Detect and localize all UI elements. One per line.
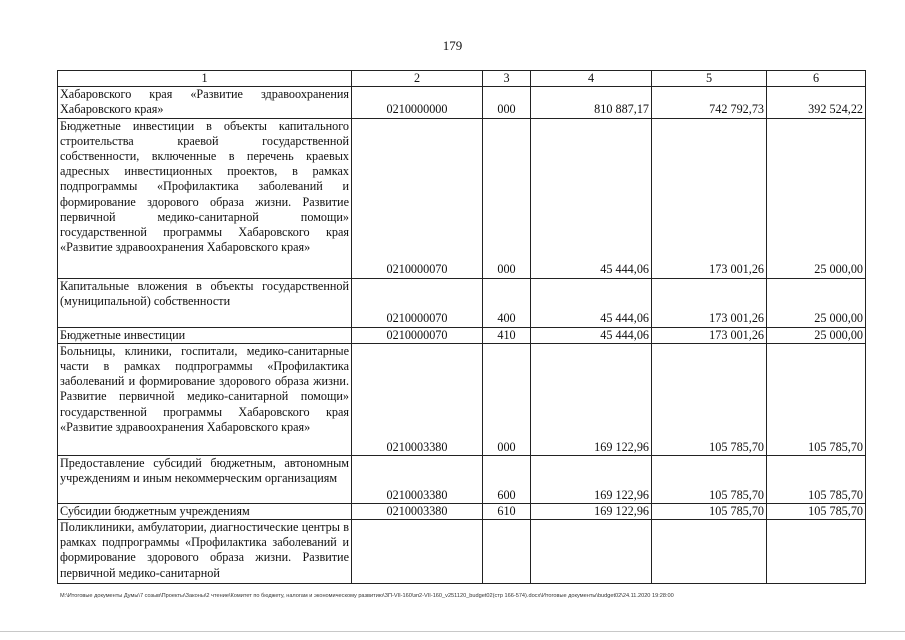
row-description: Больницы, клиники, госпитали, медико-санитарные части в рамках подпрограммы «Профилактика заболеваний и формирование здорового образа жизни. Развитие первичной медико-санитарной помощи» государственной программы Хабаровского края «Развитие здравоохранения Хабаровского края» (58, 343, 352, 455)
sum-cell: 169 122,96 (531, 455, 652, 503)
table-row (58, 278, 866, 327)
column-header: 4 (531, 71, 652, 87)
column-header: 6 (767, 71, 866, 87)
sum-cell: 105 785,70 (652, 455, 767, 503)
row-description: Бюджетные инвестиции в объекты капитального строительства краевой государственной собственности, включенные в перечень краевых адресных инвестиционных проектов, в рамках подпрограммы «Профилактика заболеваний и формирование здорового образа жизни. Развитие первичной медико-санитарной помощи» государственной программы Хабаровского края «Развитие здравоохранения Хабаровского края» (58, 118, 352, 278)
sum-cell: 169 122,96 (531, 343, 652, 455)
bottom-divider (0, 631, 905, 632)
expense-type-cell: 600 (483, 455, 531, 503)
sum-cell: 169 122,96 (531, 503, 652, 519)
table-row (58, 343, 866, 455)
table-row (58, 87, 866, 118)
expense-type-cell: 410 (483, 327, 531, 343)
sum-cell: 105 785,70 (767, 503, 866, 519)
target-code-cell (352, 520, 483, 584)
table-row (58, 118, 866, 278)
target-code-cell: 0210003380 (352, 343, 483, 455)
sum-cell: 173 001,26 (652, 327, 767, 343)
page-number: 179 (442, 38, 463, 53)
sum-cell: 105 785,70 (767, 455, 866, 503)
target-code-cell: 0210000000 (352, 87, 483, 118)
table-row (58, 503, 866, 519)
sum-cell: 105 785,70 (652, 503, 767, 519)
sum-cell: 742 792,73 (652, 87, 767, 118)
sum-cell: 45 444,06 (531, 278, 652, 327)
budget-table (57, 70, 866, 584)
target-code-cell: 0210000070 (352, 278, 483, 327)
sum-cell: 105 785,70 (767, 343, 866, 455)
sum-cell: 173 001,26 (652, 118, 767, 278)
expense-type-cell (483, 520, 531, 584)
sum-cell (652, 520, 767, 584)
expense-type-cell: 400 (483, 278, 531, 327)
row-description: Поликлиники, амбулатории, диагностические центры в рамках подпрограммы «Профилактика заболеваний и формирование здорового образа жизни. Развитие первичной медико-санитарной (58, 520, 352, 584)
sum-cell: 25 000,00 (767, 278, 866, 327)
row-description: Предоставление субсидий бюджетным, автономным учреждениям и иным некоммерческим организациям (58, 455, 352, 503)
sum-cell: 25 000,00 (767, 327, 866, 343)
expense-type-cell: 610 (483, 503, 531, 519)
table-row (58, 455, 866, 503)
sum-cell (531, 520, 652, 584)
column-header: 1 (58, 71, 352, 87)
sum-cell: 25 000,00 (767, 118, 866, 278)
sum-cell (767, 520, 866, 584)
column-header: 3 (483, 71, 531, 87)
row-description: Капитальные вложения в объекты государственной (муниципальной) собственности (58, 278, 352, 327)
column-header: 5 (652, 71, 767, 87)
target-code-cell: 0210003380 (352, 503, 483, 519)
expense-type-cell: 000 (483, 343, 531, 455)
table-row (58, 520, 866, 584)
target-code-cell: 0210000070 (352, 118, 483, 278)
table-row (58, 327, 866, 343)
expense-type-cell: 000 (483, 87, 531, 118)
sum-cell: 173 001,26 (652, 278, 767, 327)
sum-cell: 105 785,70 (652, 343, 767, 455)
sum-cell: 810 887,17 (531, 87, 652, 118)
sum-cell: 45 444,06 (531, 327, 652, 343)
column-header: 2 (352, 71, 483, 87)
row-description: Бюджетные инвестиции (58, 327, 352, 343)
sum-cell: 392 524,22 (767, 87, 866, 118)
row-description: Хабаровского края «Развитие здравоохранения Хабаровского края» (58, 87, 352, 118)
table-header-row (58, 71, 866, 87)
sum-cell: 45 444,06 (531, 118, 652, 278)
expense-type-cell: 000 (483, 118, 531, 278)
row-description: Субсидии бюджетным учреждениям (58, 503, 352, 519)
file-path-footer: M:\Итоговые документы Думы\7 созыв\Проекты\Законы\2 чтение\Комитет по бюджету, налогам и экономическому развитию\ЗП-VII-160\зп2-VII-160_v251120_budget02(стр 166-574).docx\Итоговые документы\budget02\24.11.2020 19:28:00 (60, 593, 674, 599)
target-code-cell: 0210000070 (352, 327, 483, 343)
target-code-cell: 0210003380 (352, 455, 483, 503)
